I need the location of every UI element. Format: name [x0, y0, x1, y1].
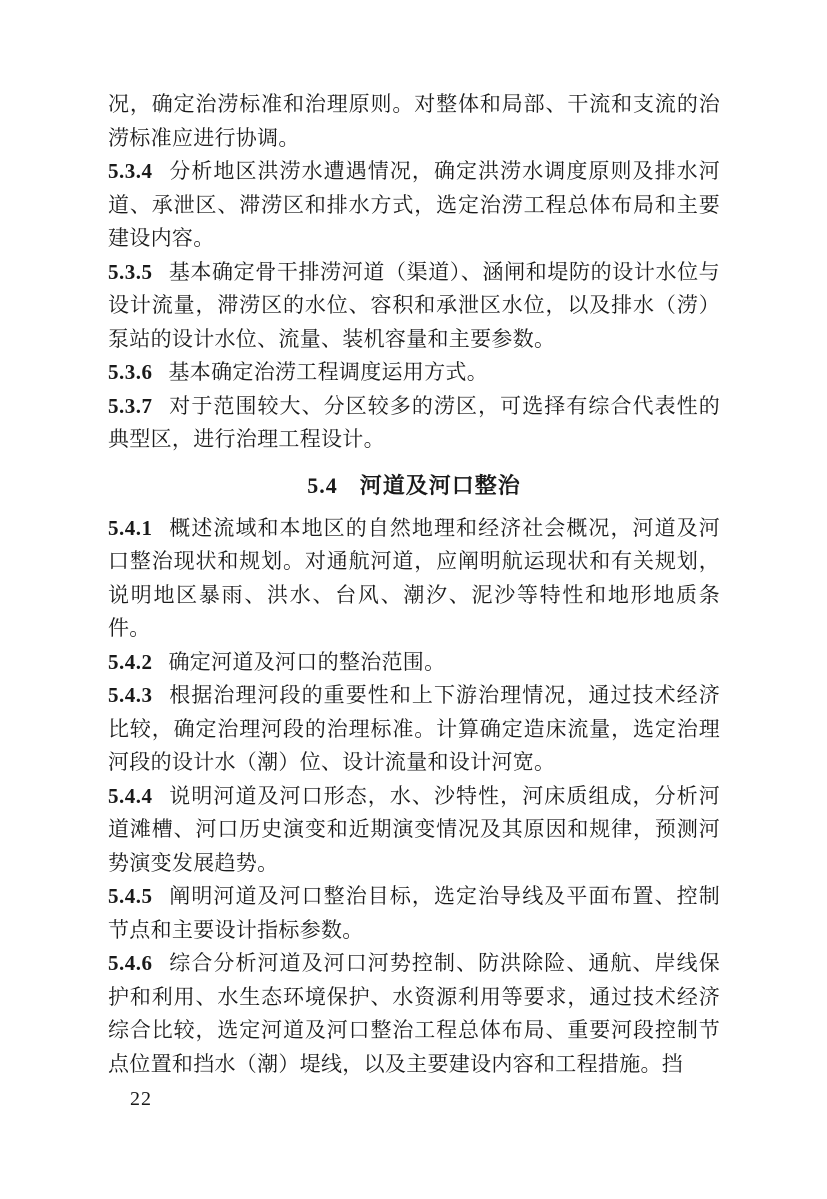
clause-text: 综合分析河道及河口河势控制、防洪除险、通航、岸线保护和利用、水生态环境保护、水资源利用等要求，通过技术经济综合比较，选定河道及河口整治工程总体布局、重要河段控制节点位置和挡水（潮）堤线，以及主要建设内容和工程措施。挡	[108, 951, 720, 1076]
section-title: 河道及河口整治	[359, 472, 521, 499]
clause-5-4-3	[108, 679, 720, 780]
clause-5-4-6	[108, 947, 720, 1081]
body-text	[108, 88, 720, 1081]
clause-number: 5.4.6	[108, 951, 153, 975]
clause-text: 基本确定治涝工程调度运用方式。	[168, 360, 488, 384]
clause-text: 阐明河道及河口整治目标，选定治导线及平面布置、控制节点和主要设计指标参数。	[108, 884, 720, 942]
clause-number: 5.4.3	[108, 683, 153, 707]
clause-5-3-5	[108, 256, 720, 357]
clause-text: 说明河道及河口形态，水、沙特性，河床质组成，分析河道滩槽、河口历史演变和近期演变情况及其原因和规律，预测河势演变发展趋势。	[108, 783, 720, 875]
clause-text: 根据治理河段的重要性和上下游治理情况，通过技术经济比较，确定治理河段的治理标准。计算确定造床流量，选定治理河段的设计水（潮）位、设计流量和设计河宽。	[108, 683, 720, 774]
section-number: 5.4	[307, 472, 338, 498]
clause-5-4-4	[108, 780, 720, 881]
clause-text: 确定河道及河口的整治范围。	[168, 649, 446, 674]
clause-text: 分析地区洪涝水遭遇情况，确定洪涝水调度原则及排水河道、承泄区、滞涝区和排水方式，选定治涝工程总体布局和主要建设内容。	[108, 159, 720, 250]
clause-number: 5.3.6	[108, 360, 153, 384]
clause-5-4-1	[108, 512, 720, 646]
page-number: 22	[130, 1088, 152, 1110]
clause-number: 5.3.5	[108, 259, 153, 284]
clause-text: 概述流域和本地区的自然地理和经济社会概况，河道及河口整治现状和规划。对通航河道，应阐明航运现状和有关规划，说明地区暴雨、洪水、台风、潮汐、泥沙等特性和地形地质条件。	[108, 515, 720, 640]
clause-number: 5.4.5	[108, 884, 153, 908]
clause-5-3-4	[108, 155, 720, 256]
clause-number: 5.4.1	[108, 515, 153, 540]
continuation-paragraph: 况，确定治涝标准和治理原则。对整体和局部、干流和支流的治涝标准应进行协调。	[108, 92, 720, 150]
clause-text: 基本确定骨干排涝河道（渠道）、涵闸和堤防的设计水位与设计流量，滞涝区的水位、容积和承泄区水位，以及排水（涝）泵站的设计水位、流量、装机容量和主要参数。	[108, 259, 720, 351]
clause-number: 5.3.7	[108, 393, 153, 418]
section-heading	[108, 469, 720, 503]
clause-text: 对于范围较大、分区较多的涝区，可选择有综合代表性的典型区，进行治理工程设计。	[108, 393, 720, 451]
clause-number: 5.3.4	[108, 159, 153, 183]
clause-5-4-2	[108, 646, 720, 680]
clause-5-4-5	[108, 880, 720, 947]
clause-5-3-7	[108, 390, 720, 457]
clause-5-3-6	[108, 356, 720, 390]
clause-number: 5.4.4	[108, 783, 153, 808]
clause-number: 5.4.2	[108, 649, 153, 674]
